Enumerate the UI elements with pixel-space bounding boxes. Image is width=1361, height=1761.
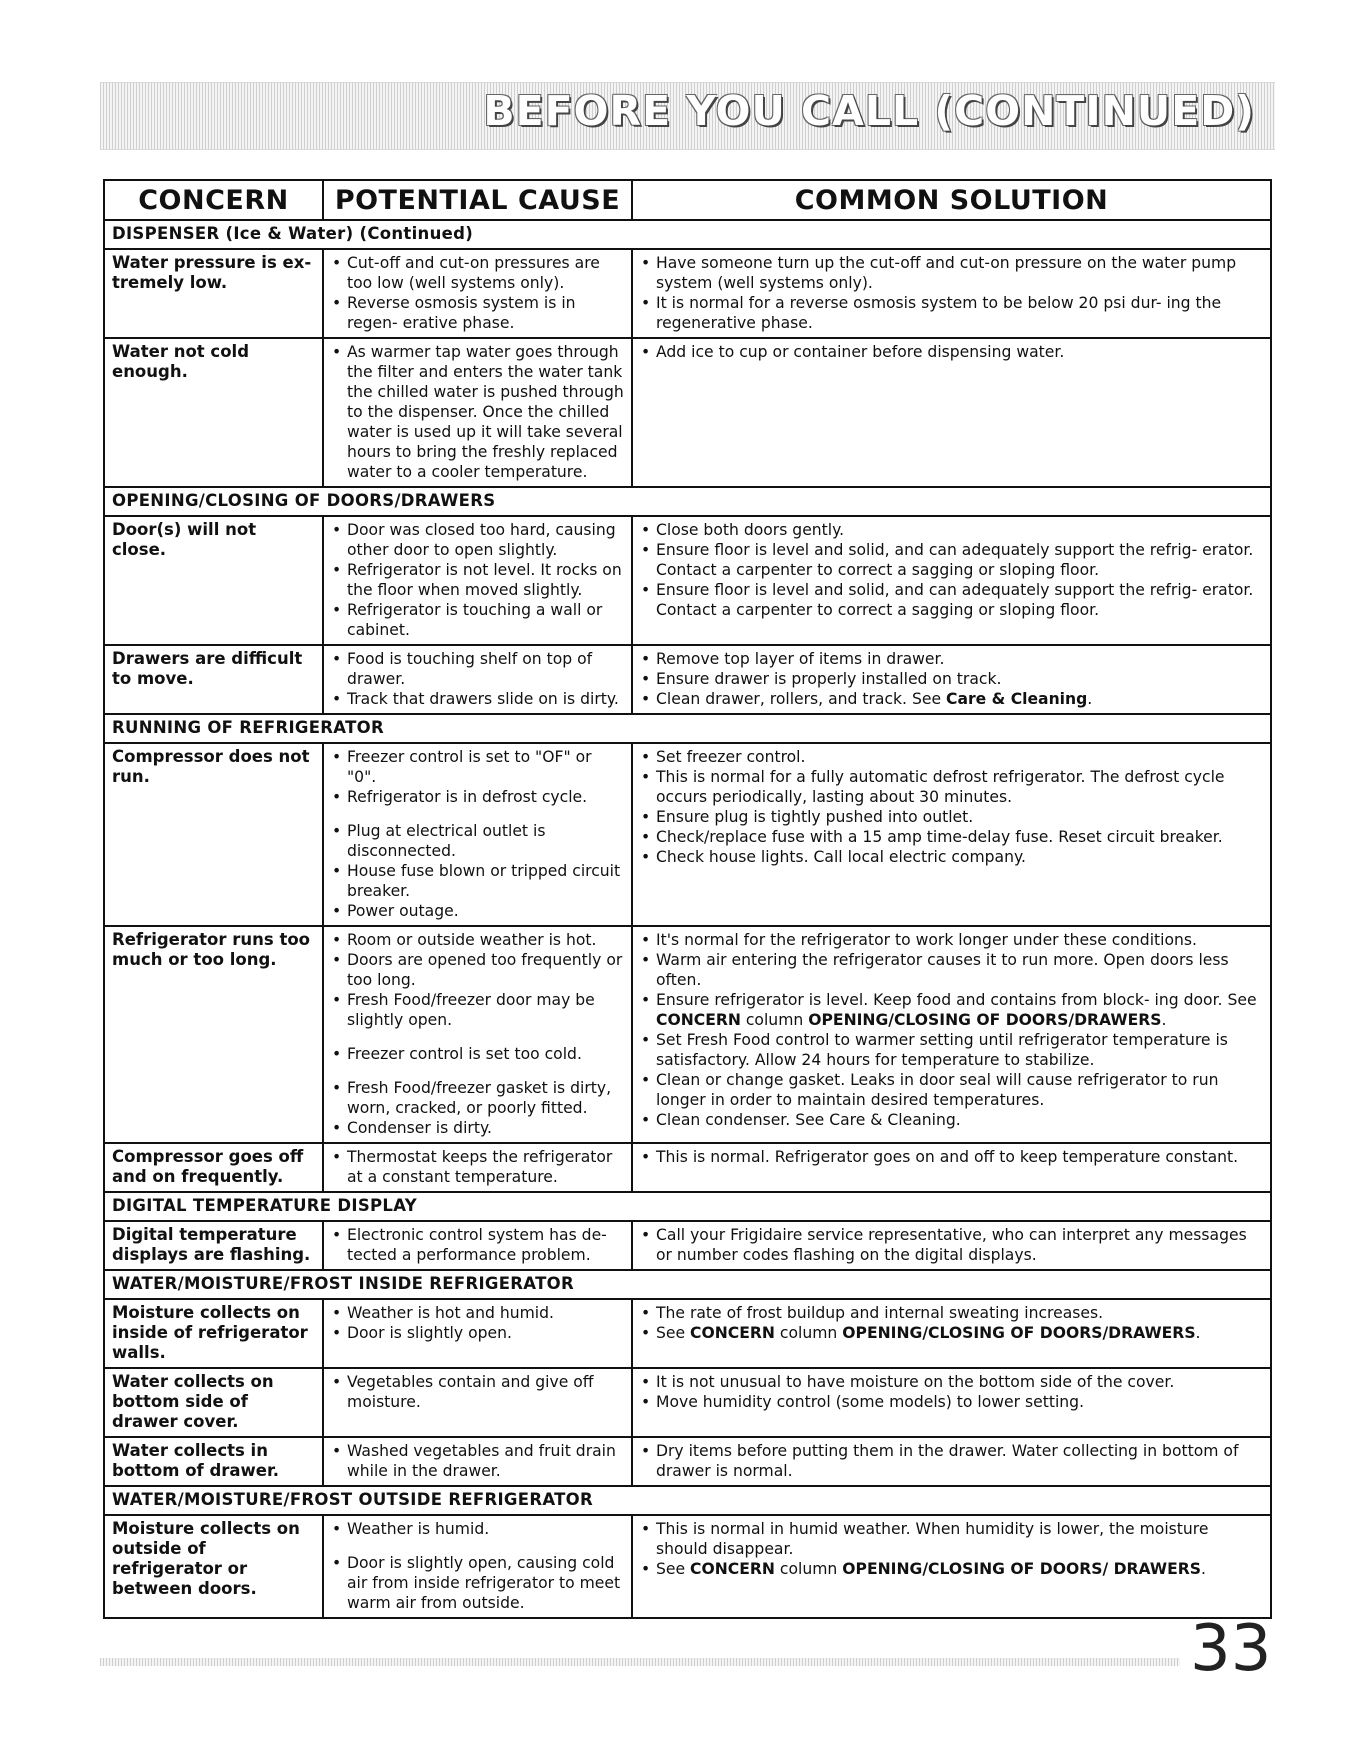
table-row <box>104 1143 1271 1192</box>
bullet-item <box>331 1118 624 1138</box>
section-title: DISPENSER (Ice & Water) (Continued) <box>104 220 1271 249</box>
bold-reference: CONCERN <box>690 1324 775 1342</box>
bullet-item <box>640 1070 1263 1110</box>
page-banner <box>100 82 1275 150</box>
common-solution-cell <box>632 338 1271 487</box>
section-row <box>104 714 1271 743</box>
bullet-text: Freezer control is set to "OF" or "0". <box>347 748 592 786</box>
bullet-item <box>331 1303 624 1323</box>
bullet-text: Warm air entering the refrigerator causes it to run more. Open doors less often. <box>656 951 1229 989</box>
concern-cell: Water collects on bottom side of drawer cover. <box>104 1368 323 1437</box>
bullet-list <box>640 1441 1263 1481</box>
table-row <box>104 1368 1271 1437</box>
common-solution-cell <box>632 645 1271 714</box>
bullet-item <box>331 293 624 333</box>
bullet-text: See <box>656 1324 691 1342</box>
bullet-item <box>640 342 1263 362</box>
section-row <box>104 1486 1271 1515</box>
bullet-text: Cut-off and cut-on pressures are too low (well systems only). <box>347 254 600 292</box>
potential-cause-cell <box>323 249 632 338</box>
bullet-list <box>640 1225 1263 1265</box>
table-row <box>104 1437 1271 1486</box>
bullet-item <box>640 669 1263 689</box>
bullet-text: This is normal. Refrigerator goes on and off to keep temperature constant. <box>656 1148 1239 1166</box>
bullet-text: Fresh Food/freezer door may be slightly open. <box>347 991 595 1029</box>
bullet-item <box>331 600 624 640</box>
bullet-list <box>331 1303 624 1343</box>
bullet-item <box>331 990 624 1030</box>
potential-cause-cell <box>323 1299 632 1368</box>
bullet-list <box>640 930 1263 1130</box>
bullet-text: Clean condenser. See Care & Cleaning. <box>656 1111 961 1129</box>
bullet-item <box>331 821 624 861</box>
bullet-item <box>640 1225 1263 1265</box>
bold-reference: OPENING/CLOSING OF DOORS/ DRAWERS <box>842 1560 1201 1578</box>
bullet-list <box>331 747 624 921</box>
bold-reference: OPENING/CLOSING OF DOORS/DRAWERS <box>842 1324 1196 1342</box>
bullet-list <box>331 520 624 640</box>
bullet-item <box>640 950 1263 990</box>
bullet-text: Move humidity control (some models) to lower setting. <box>656 1393 1085 1411</box>
bullet-item <box>640 1110 1263 1130</box>
bullet-text: Condenser is dirty. <box>347 1119 492 1137</box>
bullet-item <box>331 342 624 482</box>
concern-cell: Door(s) will not close. <box>104 516 323 645</box>
bullet-item <box>640 1303 1263 1323</box>
bullet-text: . <box>1200 1560 1206 1578</box>
table-row <box>104 926 1271 1143</box>
bullet-text: Set freezer control. <box>656 748 806 766</box>
bullet-text: Food is touching shelf on top of drawer. <box>347 650 593 688</box>
table-row <box>104 1221 1271 1270</box>
bullet-list <box>640 747 1263 867</box>
section-title: RUNNING OF REFRIGERATOR <box>104 714 1271 743</box>
bullet-list <box>640 342 1263 362</box>
bullet-text: Track that drawers slide on is dirty. <box>347 690 619 708</box>
bullet-list <box>640 649 1263 709</box>
page-number: 33 <box>1190 1612 1272 1686</box>
bullet-list <box>331 930 624 1138</box>
common-solution-cell <box>632 1437 1271 1486</box>
bullet-item <box>331 901 624 921</box>
bullet-text: Dry items before putting them in the drawer. Water collecting in bottom of drawer is normal. <box>656 1442 1239 1480</box>
bullet-text: . <box>1161 1011 1167 1029</box>
bullet-list <box>331 253 624 333</box>
bullet-text: Clean drawer, rollers, and track. See <box>656 690 946 708</box>
concern-cell: Compressor goes off and on frequently. <box>104 1143 323 1192</box>
bullet-text: Check house lights. Call local electric company. <box>656 848 1026 866</box>
common-solution-cell <box>632 516 1271 645</box>
concern-cell: Water collects in bottom of drawer. <box>104 1437 323 1486</box>
bullet-text: House fuse blown or tripped circuit breaker. <box>347 862 621 900</box>
bold-reference: CONCERN <box>690 1560 775 1578</box>
bullet-item <box>331 747 624 787</box>
bullet-text: Ensure floor is level and solid, and can adequately support the refrig- erator. Contact a carpenter to correct a sagging or sloping floor. <box>656 581 1254 619</box>
common-solution-cell <box>632 1299 1271 1368</box>
table-row <box>104 743 1271 926</box>
bullet-list <box>331 1372 624 1412</box>
footer-bar <box>100 1658 1180 1666</box>
bullet-item <box>640 1441 1263 1481</box>
bullet-item <box>331 930 624 950</box>
potential-cause-cell <box>323 1221 632 1270</box>
bullet-text: This is normal in humid weather. When humidity is lower, the moisture should disappear. <box>656 1520 1209 1558</box>
bullet-item <box>331 560 624 600</box>
bullet-list <box>331 1147 624 1187</box>
bullet-text: Thermostat keeps the refrigerator at a constant temperature. <box>347 1148 613 1186</box>
bullet-text: column <box>740 1011 809 1029</box>
potential-cause-cell <box>323 1515 632 1618</box>
bullet-text: Doors are opened too frequently or too long. <box>347 951 623 989</box>
bullet-list <box>640 1519 1263 1579</box>
section-title: DIGITAL TEMPERATURE DISPLAY <box>104 1192 1271 1221</box>
potential-cause-cell <box>323 516 632 645</box>
bullet-text: Reverse osmosis system is in regen- erative phase. <box>347 294 576 332</box>
bullet-text: column <box>774 1560 843 1578</box>
table-row <box>104 1299 1271 1368</box>
section-row <box>104 1270 1271 1299</box>
bold-reference: Care & Cleaning <box>946 690 1088 708</box>
potential-cause-cell <box>323 1437 632 1486</box>
bullet-item <box>640 1559 1263 1579</box>
bullet-list <box>640 1372 1263 1412</box>
bullet-item <box>640 253 1263 293</box>
bullet-text: Vegetables contain and give off moisture. <box>347 1373 594 1411</box>
potential-cause-cell <box>323 1368 632 1437</box>
bullet-text: . <box>1087 690 1093 708</box>
common-solution-cell <box>632 1368 1271 1437</box>
bullet-item <box>640 540 1263 580</box>
bullet-text: Washed vegetables and fruit drain while in the drawer. <box>347 1442 616 1480</box>
bullet-item <box>640 847 1263 867</box>
bullet-text: This is normal for a fully automatic defrost refrigerator. The defrost cycle occurs periodically, lasting about 30 minutes. <box>656 768 1225 806</box>
bullet-text: Weather is hot and humid. <box>347 1304 554 1322</box>
bullet-item <box>331 1225 624 1265</box>
bullet-text: Close both doors gently. <box>656 521 845 539</box>
bullet-list <box>331 1441 624 1481</box>
bullet-text: . <box>1195 1324 1201 1342</box>
bullet-item <box>640 1147 1263 1167</box>
bullet-text: Freezer control is set too cold. <box>347 1045 582 1063</box>
section-title: WATER/MOISTURE/FROST OUTSIDE REFRIGERATOR <box>104 1486 1271 1515</box>
bullet-item <box>640 827 1263 847</box>
page-title: BEFORE YOU CALL (CONTINUED) <box>483 87 1255 135</box>
bullet-item <box>331 1147 624 1187</box>
bullet-list <box>331 342 624 482</box>
bullet-item <box>331 253 624 293</box>
bullet-text: Refrigerator is in defrost cycle. <box>347 788 588 806</box>
common-solution-cell <box>632 1221 1271 1270</box>
bullet-item <box>640 747 1263 767</box>
bullet-item <box>331 950 624 990</box>
bullet-list <box>331 1225 624 1265</box>
concern-cell: Compressor does not run. <box>104 743 323 926</box>
section-row <box>104 220 1271 249</box>
bullet-list <box>640 253 1263 333</box>
potential-cause-cell <box>323 743 632 926</box>
potential-cause-cell <box>323 926 632 1143</box>
bullet-item <box>640 990 1263 1030</box>
bullet-item <box>640 689 1263 709</box>
header-concern: CONCERN <box>104 180 323 220</box>
bullet-text: column <box>774 1324 843 1342</box>
bullet-text: It is normal for a reverse osmosis system to be below 20 psi dur- ing the regenerative phase. <box>656 294 1222 332</box>
bullet-text: Call your Frigidaire service representative, who can interpret any messages or number codes flashing on the digital displays. <box>656 1226 1247 1264</box>
bullet-item <box>331 689 624 709</box>
potential-cause-cell <box>323 645 632 714</box>
bullet-text: Ensure plug is tightly pushed into outlet. <box>656 808 974 826</box>
bullet-text: It is not unusual to have moisture on the bottom side of the cover. <box>656 1373 1175 1391</box>
bold-reference: CONCERN <box>656 1011 741 1029</box>
common-solution-cell <box>632 249 1271 338</box>
table-row <box>104 249 1271 338</box>
concern-cell: Refrigerator runs too much or too long. <box>104 926 323 1143</box>
bullet-text: Ensure floor is level and solid, and can adequately support the refrig- erator. Contact a carpenter to correct a sagging or sloping floor. <box>656 541 1254 579</box>
bullet-text: Electronic control system has de- tected a performance problem. <box>347 1226 607 1264</box>
bullet-text: Set Fresh Food control to warmer setting until refrigerator temperature is satisfactory. Allow 24 hours for temperature to stabilize. <box>656 1031 1228 1069</box>
potential-cause-cell <box>323 338 632 487</box>
bullet-item <box>640 649 1263 669</box>
bullet-text: The rate of frost buildup and internal sweating increases. <box>656 1304 1104 1322</box>
section-row <box>104 1192 1271 1221</box>
table-row <box>104 1515 1271 1618</box>
bullet-text: Clean or change gasket. Leaks in door seal will cause refrigerator to run longer in order to maintain desired temperatures. <box>656 1071 1219 1109</box>
bullet-item <box>640 767 1263 807</box>
bullet-text: Weather is humid. <box>347 1520 490 1538</box>
bullet-text: Refrigerator is not level. It rocks on the floor when moved slightly. <box>347 561 622 599</box>
common-solution-cell <box>632 743 1271 926</box>
table-row <box>104 516 1271 645</box>
bullet-text: Door is slightly open, causing cold air from inside refrigerator to meet warm air from outside. <box>347 1554 621 1612</box>
troubleshooting-table <box>103 179 1272 1619</box>
bullet-list <box>331 649 624 709</box>
header-common-solution: COMMON SOLUTION <box>632 180 1271 220</box>
table-body <box>104 220 1271 1618</box>
bold-reference: OPENING/CLOSING OF DOORS/DRAWERS <box>808 1011 1162 1029</box>
bullet-text: See <box>656 1560 691 1578</box>
bullet-item <box>640 1392 1263 1412</box>
concern-cell: Water not cold enough. <box>104 338 323 487</box>
header-potential-cause: POTENTIAL CAUSE <box>323 180 632 220</box>
bullet-item <box>331 861 624 901</box>
bullet-text: Have someone turn up the cut-off and cut-on pressure on the water pump system (well systems only). <box>656 254 1237 292</box>
section-title: WATER/MOISTURE/FROST INSIDE REFRIGERATOR <box>104 1270 1271 1299</box>
bullet-list <box>640 520 1263 620</box>
bullet-item <box>640 520 1263 540</box>
bullet-item <box>640 1030 1263 1070</box>
table-row <box>104 645 1271 714</box>
concern-cell: Moisture collects on outside of refrigerator or between doors. <box>104 1515 323 1618</box>
bullet-text: Remove top layer of items in drawer. <box>656 650 945 668</box>
bullet-item <box>331 1519 624 1539</box>
bullet-text: Plug at electrical outlet is disconnected. <box>347 822 546 860</box>
table-row <box>104 338 1271 487</box>
section-row <box>104 487 1271 516</box>
bullet-item <box>640 1519 1263 1559</box>
bullet-text: Add ice to cup or container before dispensing water. <box>656 343 1065 361</box>
bullet-text: It's normal for the refrigerator to work longer under these conditions. <box>656 931 1197 949</box>
bullet-item <box>331 1441 624 1481</box>
bullet-text: Ensure drawer is properly installed on track. <box>656 670 1002 688</box>
bullet-item <box>640 1323 1263 1343</box>
bullet-item <box>640 293 1263 333</box>
common-solution-cell <box>632 926 1271 1143</box>
concern-cell: Moisture collects on inside of refrigerator walls. <box>104 1299 323 1368</box>
bullet-text: Door is slightly open. <box>347 1324 512 1342</box>
bullet-item <box>331 787 624 807</box>
bullet-item <box>331 649 624 689</box>
bullet-text: Room or outside weather is hot. <box>347 931 597 949</box>
concern-cell: Water pressure is ex- tremely low. <box>104 249 323 338</box>
bullet-text: Refrigerator is touching a wall or cabinet. <box>347 601 603 639</box>
bullet-item <box>331 1553 624 1613</box>
bullet-list <box>640 1147 1263 1167</box>
concern-cell: Drawers are difficult to move. <box>104 645 323 714</box>
bullet-text: Ensure refrigerator is level. Keep food and contains from block- ing door. See <box>656 991 1257 1009</box>
potential-cause-cell <box>323 1143 632 1192</box>
common-solution-cell <box>632 1515 1271 1618</box>
section-title: OPENING/CLOSING OF DOORS/DRAWERS <box>104 487 1271 516</box>
bullet-text: As warmer tap water goes through the filter and enters the water tank the chilled water is pushed through to the dispenser. Once the chilled water is used up it will take several hours to bring the freshly replaced water to a cooler temperature. <box>347 343 624 481</box>
bullet-text: Check/replace fuse with a 15 amp time-delay fuse. Reset circuit breaker. <box>656 828 1223 846</box>
bullet-item <box>331 1372 624 1412</box>
bullet-item <box>640 1372 1263 1392</box>
bullet-item <box>640 930 1263 950</box>
table-header-row <box>104 180 1271 220</box>
bullet-item <box>331 1044 624 1064</box>
bullet-item <box>640 580 1263 620</box>
bullet-item <box>331 520 624 560</box>
bullet-item <box>640 807 1263 827</box>
bullet-list <box>640 1303 1263 1343</box>
concern-cell: Digital temperature displays are flashing. <box>104 1221 323 1270</box>
bullet-text: Door was closed too hard, causing other door to open slightly. <box>347 521 616 559</box>
bullet-text: Power outage. <box>347 902 459 920</box>
bullet-item <box>331 1323 624 1343</box>
bullet-text: Fresh Food/freezer gasket is dirty, worn, cracked, or poorly fitted. <box>347 1079 612 1117</box>
common-solution-cell <box>632 1143 1271 1192</box>
bullet-item <box>331 1078 624 1118</box>
bullet-list <box>331 1519 624 1613</box>
